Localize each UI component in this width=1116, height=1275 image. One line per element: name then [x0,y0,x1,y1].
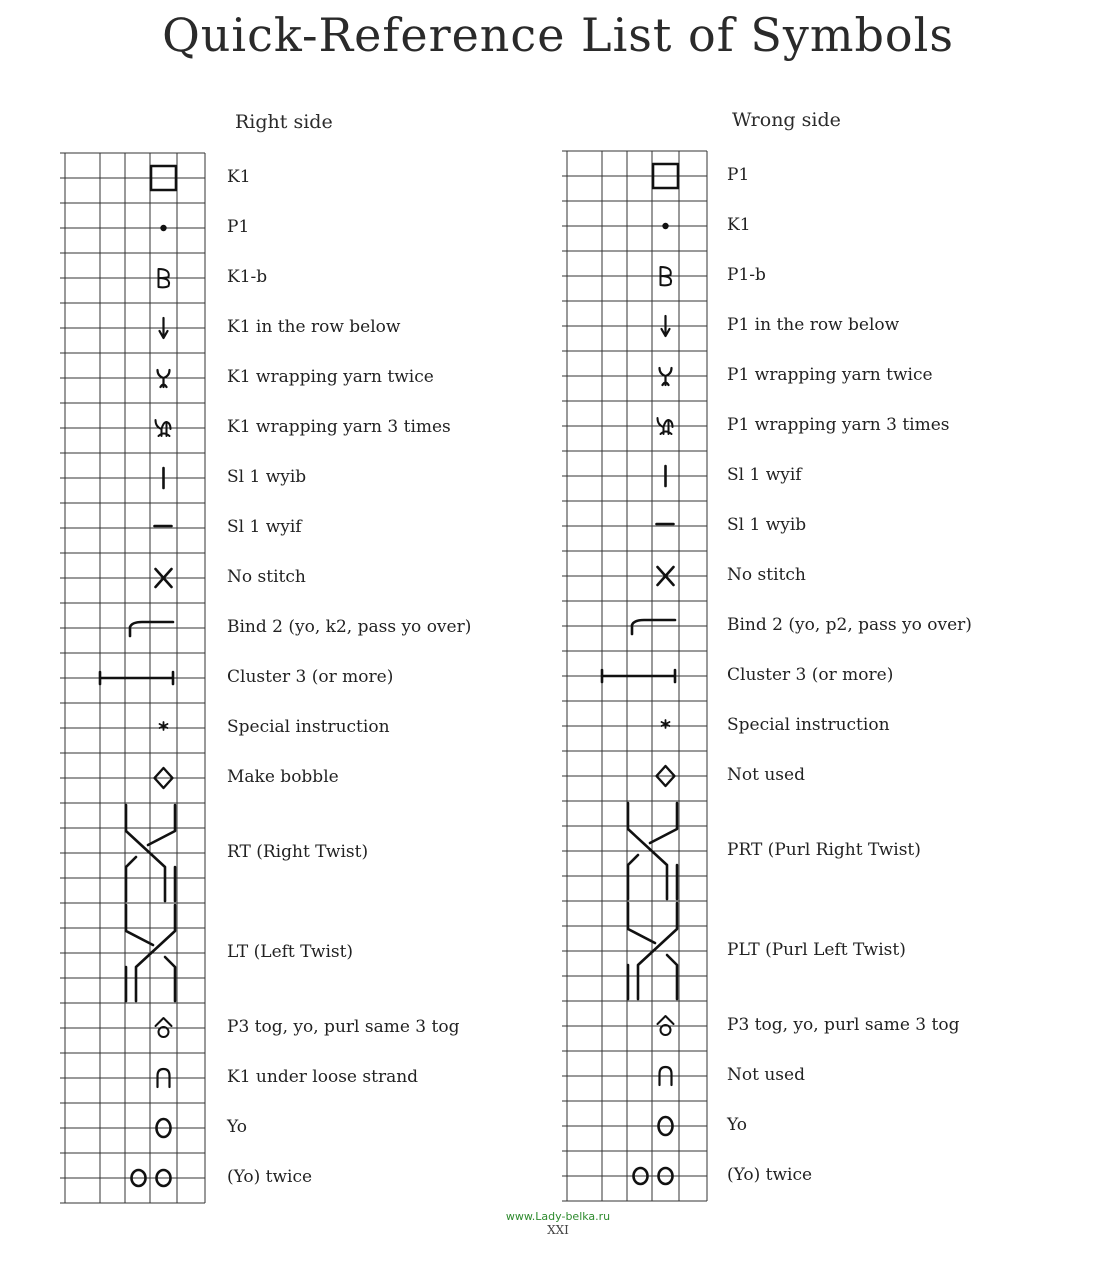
page-title: Quick-Reference List of Symbols [162,8,954,62]
b-letter-icon [159,269,170,287]
symbol-label: K1 [727,215,751,235]
symbol-label: P1 [227,217,250,237]
symbol-label: P1 wrapping yarn 3 times [727,415,950,435]
right-side-chart-grid [60,152,230,1205]
symbol-label: LT (Left Twist) [227,942,354,962]
bind-hook-icon [632,620,675,634]
symbol-label: K1 in the row below [227,317,401,337]
cluster-bracket-icon [602,670,675,682]
symbol-label: K1 wrapping yarn 3 times [227,417,451,437]
symbol-label: Sl 1 wyib [227,467,307,487]
symbol-label: No stitch [227,567,306,587]
footer [0,1210,1116,1237]
symbol-label: Bind 2 (yo, p2, pass yo over) [727,615,972,635]
symbol-label: P1 [727,165,750,185]
symbol-label: No stitch [727,565,806,585]
symbol-label: Cluster 3 (or more) [727,665,894,685]
right-side-heading: Right side [235,111,333,133]
symbol-label: Cluster 3 (or more) [227,667,394,687]
symbol-label: Sl 1 wyif [727,465,802,485]
asterisk-icon [160,722,168,730]
symbol-label: PRT (Purl Right Twist) [727,840,921,860]
symbol-label: P1 wrapping yarn twice [727,365,933,385]
page-number: XXI [547,1223,569,1237]
symbol-label: Make bobble [227,767,339,787]
symbol-label: Sl 1 wyib [727,515,807,535]
wrong-side-heading: Wrong side [732,109,841,131]
symbol-label: Sl 1 wyif [227,517,302,537]
symbol-label: P3 tog, yo, purl same 3 tog [227,1017,460,1037]
symbol-label: Yo [727,1115,747,1135]
symbol-label: Bind 2 (yo, k2, pass yo over) [227,617,472,637]
symbol-label: RT (Right Twist) [227,842,369,862]
bind-hook-icon [130,622,173,636]
footer-site: www.Lady-belka.ru [505,1210,611,1223]
symbol-label: K1 [227,167,251,187]
symbol-label: K1 under loose strand [227,1067,419,1087]
asterisk-icon [662,720,670,728]
symbol-label: Not used [727,1065,805,1085]
symbol-label: K1-b [227,267,268,287]
symbol-label: K1 wrapping yarn twice [227,367,434,387]
b-letter-icon [661,267,672,285]
symbol-label: PLT (Purl Left Twist) [727,940,906,960]
symbol-label: P1-b [727,265,766,285]
symbol-label: Special instruction [727,715,890,735]
wrong-side-chart-grid [562,150,732,1203]
dot-icon [662,223,668,229]
symbol-label: Not used [727,765,805,785]
symbol-label: (Yo) twice [227,1167,313,1187]
dot-icon [160,225,166,231]
symbol-label: Special instruction [227,717,390,737]
symbol-label: P3 tog, yo, purl same 3 tog [727,1015,960,1035]
symbol-label: P1 in the row below [727,315,900,335]
cluster-bracket-icon [100,672,173,684]
symbol-label: Yo [227,1117,247,1137]
symbol-label: (Yo) twice [727,1165,813,1185]
